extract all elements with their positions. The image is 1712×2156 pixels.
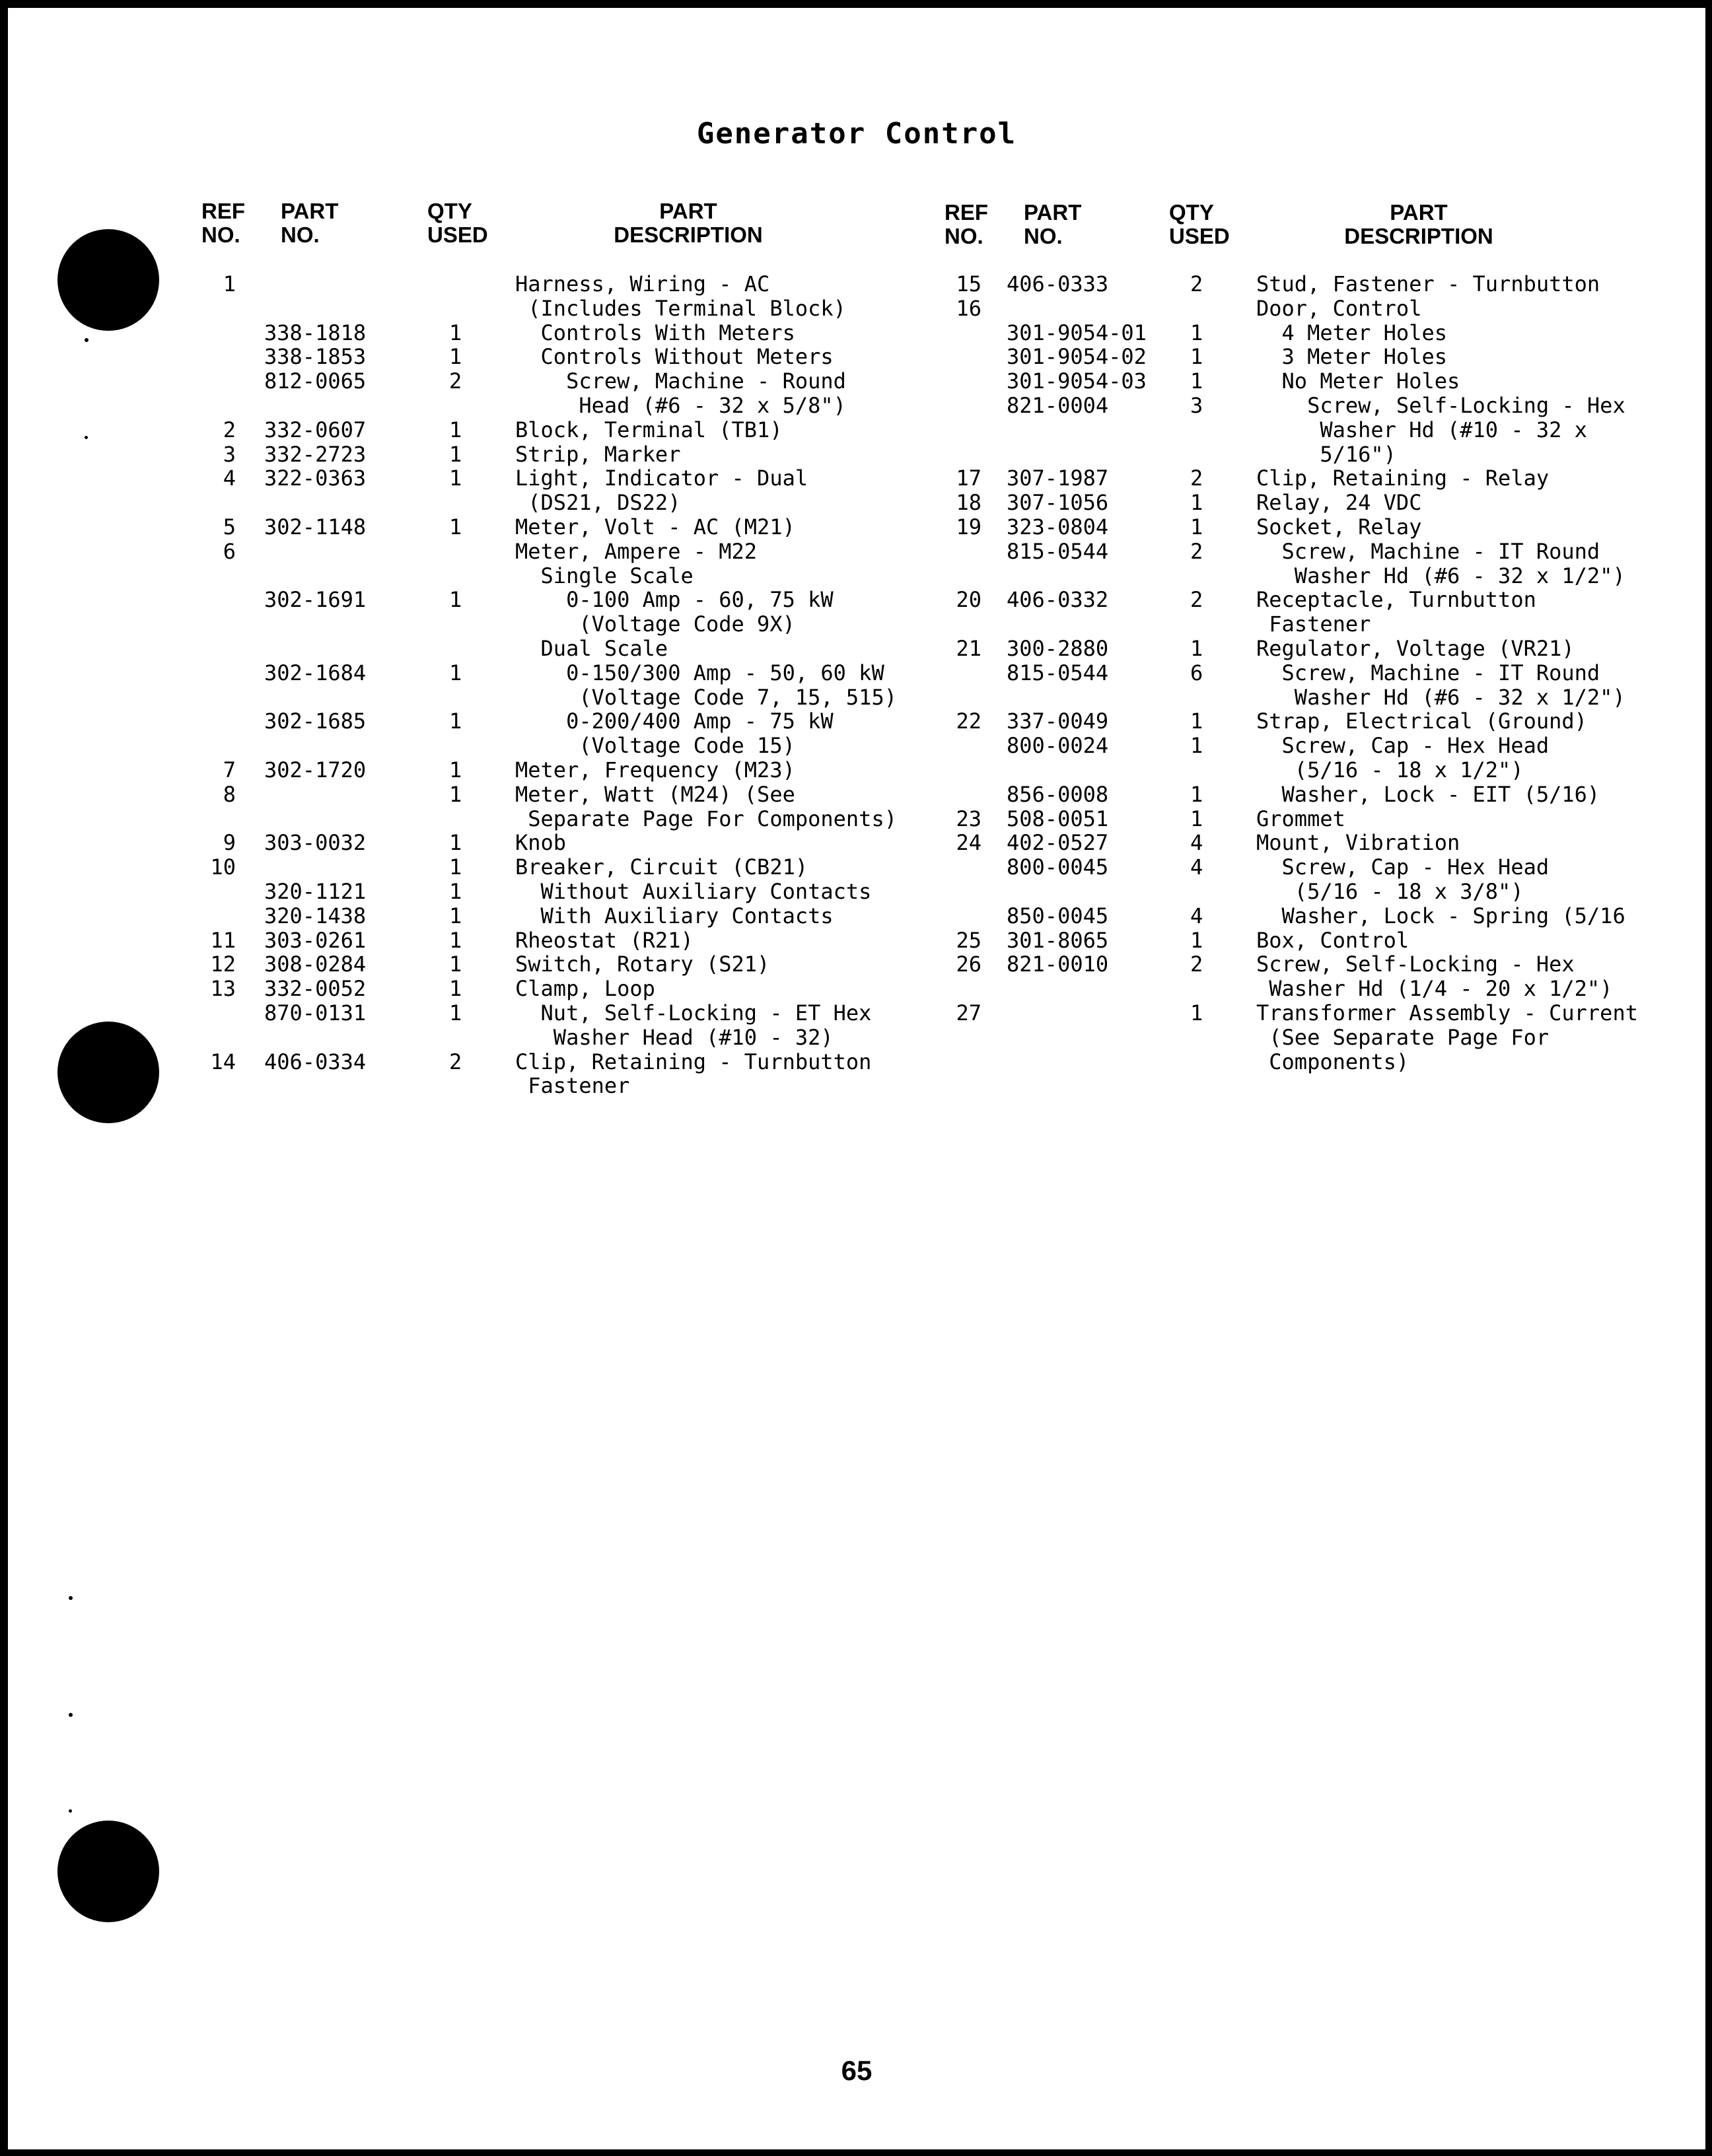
part-description: 5/16") [1256,441,1396,467]
part-description: (Includes Terminal Block) [515,295,846,321]
parts-row [8,612,1705,637]
part-number: 322-0363 [264,466,367,491]
page-number: 65 [841,2055,873,2086]
part-description: Single Scale [515,563,694,588]
parts-row [8,661,1705,685]
part-number: 402-0527 [1007,830,1109,856]
part-description: With Auxiliary Contacts [515,903,834,928]
parts-row [8,928,1705,953]
qty-used: 2 [1190,466,1203,491]
parts-list-right [8,272,1705,1074]
qty-used: 1 [449,1000,462,1026]
ref-number: 17 [956,466,981,491]
part-description: Stud, Fastener - Turnbutton [1256,271,1600,296]
qty-used: 1 [449,417,462,442]
qty-used: 1 [449,441,462,467]
part-number: 320-1121 [264,878,367,904]
ref-number: 18 [956,490,981,516]
part-description: Receptacle, Turnbutton [1256,587,1536,613]
header-description-right: PART DESCRIPTION [1344,200,1493,248]
part-description: Screw, Machine - IT Round [1256,538,1600,564]
part-description: Screw, Machine - IT Round [1256,660,1600,685]
qty-used: 1 [449,514,462,539]
part-description: Nut, Self-Locking - ET Hex [515,1000,872,1026]
part-number: 302-1720 [264,757,367,782]
part-number: 406-0333 [1007,271,1109,296]
parts-row [8,394,1705,418]
part-number: 302-1148 [264,514,367,539]
parts-row [8,539,1705,564]
part-description: Controls Without Meters [515,344,834,370]
part-number: 308-0284 [264,952,367,977]
parts-row [8,588,1705,612]
part-description: Washer Hd (#6 - 32 x 1/2") [1256,563,1625,588]
scan-speck [69,1596,73,1600]
part-number: 508-0051 [1007,806,1109,831]
part-number: 406-0334 [264,1049,367,1074]
header-qty-right: QTY USED [1169,200,1230,248]
parts-row [8,345,1705,369]
qty-used: 1 [449,757,462,782]
ref-number: 10 [210,854,236,880]
part-description: Screw, Machine - Round [515,368,846,394]
ref-number: 27 [956,1000,981,1026]
part-description: Strip, Marker [515,441,681,467]
parts-row [8,734,1705,758]
part-description: Fastener [1256,611,1371,637]
part-description: Clip, Retaining - Turnbutton [515,1049,872,1074]
qty-used: 1 [449,660,462,685]
qty-used: 1 [1190,709,1203,734]
part-number: 856-0008 [1007,781,1109,807]
qty-used: 1 [449,878,462,904]
part-number: 302-1691 [264,587,367,613]
qty-used: 2 [1190,271,1203,296]
header-ref-right: REF NO. [945,200,988,248]
part-number: 300-2880 [1007,635,1109,661]
part-number: 307-1056 [1007,490,1109,516]
part-description: Harness, Wiring - AC [515,271,770,296]
qty-used: 1 [449,320,462,345]
part-description: (See Separate Page For [1256,1024,1550,1050]
ref-number: 13 [210,976,236,1002]
part-description: (Voltage Code 7, 15, 515) [515,684,897,710]
part-description: Block, Terminal (TB1) [515,417,783,442]
part-number: 303-0032 [264,830,367,856]
parts-row [8,904,1705,928]
parts-row [8,442,1705,467]
ref-number: 7 [223,757,236,782]
part-description: 3 Meter Holes [1256,344,1447,370]
ref-number: 25 [956,927,981,953]
part-number: 338-1818 [264,320,367,345]
parts-row [8,1050,1705,1074]
part-number: 301-9054-03 [1007,368,1147,394]
part-description: Switch, Rotary (S21) [515,952,770,977]
part-description: Meter, Ampere - M22 [515,538,758,564]
part-description: Washer Hd (#10 - 32 x [1256,417,1587,442]
parts-row [8,807,1705,831]
part-description: Washer, Lock - Spring (5/16 [1256,903,1625,928]
part-description: Screw, Self-Locking - Hex [1256,392,1625,418]
part-description: 0-200/400 Amp - 75 kW [515,709,834,734]
qty-used: 1 [449,854,462,880]
header-ref-left: REF NO. [201,199,245,247]
part-description: Screw, Self-Locking - Hex [1256,952,1575,977]
part-description: Breaker, Circuit (CB21) [515,854,808,880]
punch-hole-bottom [57,1821,159,1922]
qty-used: 1 [449,587,462,613]
part-description: 0-150/300 Amp - 50, 60 kW [515,660,884,685]
part-description: Grommet [1256,806,1345,831]
qty-used: 4 [1190,903,1203,928]
part-description: Washer Hd (#6 - 32 x 1/2") [1256,684,1625,710]
ref-number: 16 [956,295,981,321]
qty-used: 2 [449,368,462,394]
part-number: 332-0052 [264,976,367,1002]
part-description: (5/16 - 18 x 1/2") [1256,757,1524,782]
parts-row [8,564,1705,588]
qty-used: 1 [449,781,462,807]
ref-number: 14 [210,1049,236,1074]
part-number: 302-1684 [264,660,367,685]
header-part-no-left: PART NO. [281,199,339,247]
parts-row [8,758,1705,782]
qty-used: 1 [449,952,462,977]
ref-number: 2 [223,417,236,442]
part-number: 323-0804 [1007,514,1109,539]
parts-row [8,782,1705,807]
ref-number: 20 [956,587,981,613]
part-description: Washer Hd (1/4 - 20 x 1/2") [1256,976,1613,1002]
part-number: 338-1853 [264,344,367,370]
parts-row [8,515,1705,539]
ref-number: 12 [210,952,236,977]
part-number: 332-0607 [264,417,367,442]
part-number: 320-1438 [264,903,367,928]
parts-row [8,952,1705,977]
qty-used: 1 [449,927,462,953]
part-number: 301-9054-01 [1007,320,1147,345]
qty-used: 4 [1190,854,1203,880]
part-description: Washer Head (#10 - 32) [515,1024,834,1050]
part-description: Components) [1256,1049,1409,1074]
part-description: (DS21, DS22) [515,490,681,516]
part-description: Relay, 24 VDC [1256,490,1422,516]
qty-used: 1 [1190,490,1203,516]
part-number: 303-0261 [264,927,367,953]
part-description: Rheostat (R21) [515,927,694,953]
ref-number: 24 [956,830,981,856]
ref-number: 15 [956,271,981,296]
ref-number: 26 [956,952,981,977]
part-description: Dual Scale [515,635,668,661]
qty-used: 1 [449,830,462,856]
qty-used: 1 [449,903,462,928]
part-number: 406-0332 [1007,587,1109,613]
parts-row [8,321,1705,345]
ref-number: 22 [956,709,981,734]
part-description: Transformer Assembly - Current [1256,1000,1638,1026]
qty-used: 2 [449,1049,462,1074]
part-description: 0-100 Amp - 60, 75 kW [515,587,834,613]
header-qty-left: QTY USED [427,199,488,247]
qty-used: 4 [1190,830,1203,856]
part-number: 850-0045 [1007,903,1109,928]
part-description: Meter, Frequency (M23) [515,757,795,782]
ref-number: 1 [223,271,236,296]
part-number: 301-8065 [1007,927,1109,953]
parts-row [8,880,1705,904]
part-description: Head (#6 - 32 x 5/8") [515,392,846,418]
qty-used: 1 [1190,514,1203,539]
qty-used: 1 [1190,1000,1203,1026]
part-description: (Voltage Code 9X) [515,611,795,637]
parts-row [8,296,1705,321]
part-description: Screw, Cap - Hex Head [1256,733,1550,759]
parts-row [8,369,1705,394]
ref-number: 11 [210,927,236,953]
part-number: 800-0024 [1007,733,1109,759]
scan-speck [69,1713,73,1717]
part-description: Washer, Lock - EIT (5/16) [1256,781,1600,807]
parts-row [8,685,1705,710]
qty-used: 3 [1190,392,1203,418]
ref-number: 23 [956,806,981,831]
parts-row [8,637,1705,661]
part-description: Clip, Retaining - Relay [1256,466,1550,491]
part-description: Strap, Electrical (Ground) [1256,709,1587,734]
scan-speck [69,1809,72,1813]
part-number: 337-0049 [1007,709,1109,734]
parts-row [8,1026,1705,1050]
part-description: Screw, Cap - Hex Head [1256,854,1550,880]
part-description: Fastener [515,1073,630,1099]
qty-used: 1 [1190,344,1203,370]
qty-used: 2 [1190,952,1203,977]
part-description: Meter, Volt - AC (M21) [515,514,795,539]
part-description: 4 Meter Holes [1256,320,1447,345]
ref-number: 5 [223,514,236,539]
part-description: Clamp, Loop [515,976,655,1002]
qty-used: 1 [449,344,462,370]
ref-number: 19 [956,514,981,539]
qty-used: 1 [1190,635,1203,661]
part-description: Regulator, Voltage (VR21) [1256,635,1575,661]
part-number: 815-0544 [1007,660,1109,685]
part-number: 301-9054-02 [1007,344,1147,370]
qty-used: 1 [1190,733,1203,759]
part-description: (Voltage Code 15) [515,733,795,759]
qty-used: 2 [1190,538,1203,564]
parts-row [8,855,1705,880]
parts-row [8,272,1705,296]
part-number: 800-0045 [1007,854,1109,880]
part-description: Meter, Watt (M24) (See [515,781,795,807]
part-number: 302-1685 [264,709,367,734]
parts-row [8,491,1705,515]
part-description: Knob [515,830,567,856]
qty-used: 1 [449,976,462,1002]
part-number: 870-0131 [264,1000,367,1026]
page-title: Generator Control [696,117,1017,151]
ref-number: 8 [223,781,236,807]
qty-used: 1 [1190,320,1203,345]
ref-number: 3 [223,441,236,467]
parts-row [8,1074,1705,1098]
part-number: 815-0544 [1007,538,1109,564]
part-number: 812-0065 [264,368,367,394]
part-number: 307-1987 [1007,466,1109,491]
parts-row [8,831,1705,855]
qty-used: 1 [449,709,462,734]
qty-used: 1 [449,466,462,491]
header-part-no-right: PART NO. [1024,200,1082,248]
part-description: Door, Control [1256,295,1422,321]
parts-row [8,418,1705,442]
parts-row [8,1001,1705,1026]
qty-used: 2 [1190,587,1203,613]
part-description: Socket, Relay [1256,514,1422,539]
qty-used: 1 [1190,781,1203,807]
part-description: Without Auxiliary Contacts [515,878,872,904]
part-number: 821-0010 [1007,952,1109,977]
part-description: No Meter Holes [1256,368,1460,394]
header-description-left: PART DESCRIPTION [614,199,763,247]
part-description: Box, Control [1256,927,1409,953]
ref-number: 21 [956,635,981,661]
part-description: Mount, Vibration [1256,830,1460,856]
part-number: 821-0004 [1007,392,1109,418]
parts-row [8,977,1705,1001]
qty-used: 6 [1190,660,1203,685]
qty-used: 1 [1190,927,1203,953]
ref-number: 9 [223,830,236,856]
ref-number: 6 [223,538,236,564]
part-description: Light, Indicator - Dual [515,466,808,491]
qty-used: 1 [1190,806,1203,831]
parts-row [8,466,1705,491]
part-description: Controls With Meters [515,320,795,345]
part-number: 332-2723 [264,441,367,467]
parts-row [8,709,1705,734]
part-description: Separate Page For Components) [515,806,897,831]
part-description: (5/16 - 18 x 3/8") [1256,878,1524,904]
ref-number: 4 [223,466,236,491]
document-page [8,8,1705,2149]
qty-used: 1 [1190,368,1203,394]
